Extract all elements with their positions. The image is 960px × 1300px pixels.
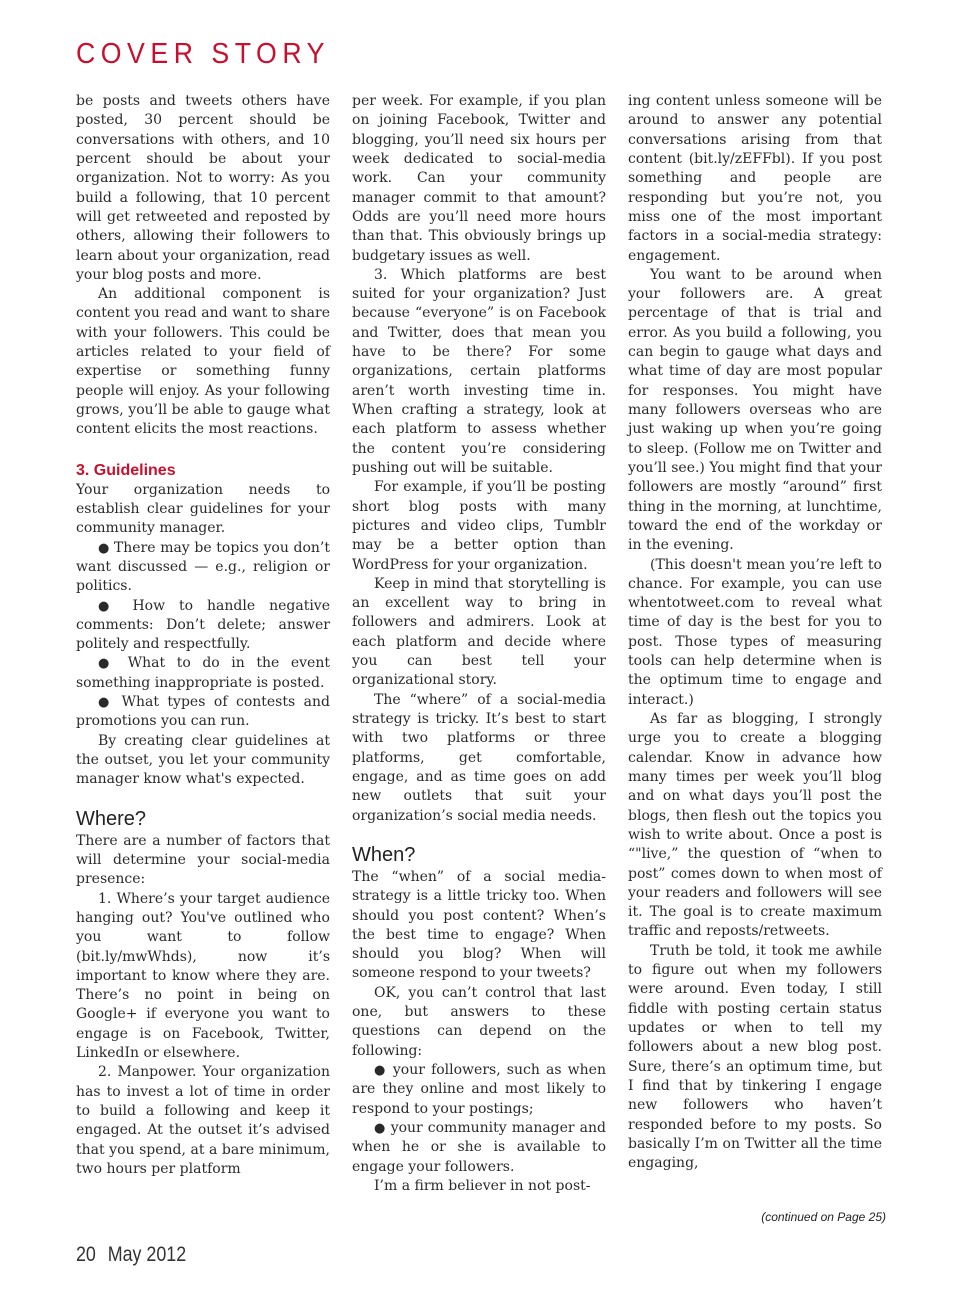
paragraph: Truth be told, it took me awhile to figure out when my followers were around. Even today, I still fiddle with posting certain status updates or when to tell my followers about a new blog post. Sure, there’s an optimum time, but I find that by tinkering I engage new followers who haven’t responded before to my posts. So basically I’m on Twitter all the time engaging,: [628, 942, 882, 1172]
paragraph: ing content unless someone will be around to answer any potential conversations arising from that content (bit.ly/zEFFbl). If you post something and people are responding but you’re not, you miss one of the most important factors in a social-media strategy: engagement.: [628, 93, 882, 264]
paragraph: Your organization needs to establish clear guidelines for your community manager.: [76, 481, 330, 537]
heading-where: Where?: [76, 807, 147, 830]
issue-date: May 2012: [107, 1243, 187, 1266]
paragraph: An additional component is content you read and want to share with your followers. This could be articles related to your field of expertise or something funny people will enjoy. As your following grows, you’ll be able to gauge what content elicits the most reactions.: [76, 286, 330, 438]
subhead-guidelines: 3. Guidelines: [76, 461, 176, 479]
bullet-item: ● What to do in the event something inappropriate is posted.: [76, 654, 330, 693]
paragraph: I’m a firm believer in not post-: [374, 1177, 591, 1194]
article-column-1: [76, 92, 330, 1179]
paragraph: 1. Where’s your target audience hanging out? You've outlined who you want to follow (bit.ly/mwWhds), now it’s important to know where they are. There’s no point in being on Google+ if everyone you want to engage is on Facebook, Twitter, LinkedIn or elsewhere.: [76, 890, 330, 1062]
bullet-item: ● There may be topics you don’t want discussed — e.g., religion or politics.: [76, 539, 330, 597]
paragraph: There are a number of factors that will determine your social-media presence:: [76, 832, 330, 888]
article-column-2: [352, 92, 606, 1196]
paragraph: The “where” of a social-media strategy is tricky. It’s best to start with two platforms or three platforms, get comfortable, engage, and as time goes on add new outlets that suit your organization’s social media needs.: [352, 691, 606, 824]
continued-note: (continued on Page 25): [761, 1210, 886, 1224]
page-footer: [76, 1243, 186, 1267]
paragraph: 3. Which platforms are best suited for your organization? Just because “everyone” is on Facebook and Twitter, does that mean you have to be there? For some organizations, certain platforms aren’t worth investing time in. When crafting a strategy, look at each platform to assess whether the content you’re considering pushing out will be suitable.: [352, 266, 606, 476]
bullet-item: ● What types of contests and promotions you can run.: [76, 693, 330, 732]
paragraph: (This doesn't mean you’re left to chance. For example, you can use whentotweet.com to reveal what time of day is the best for you to post. Those types of measuring tools can help determine when is the optimum time to engage and interact.): [628, 556, 882, 708]
paragraph: As far as blogging, I strongly urge you to create a blogging calendar. Know in advance how many times per week you’ll blog and on what days you’ll post the blogs, then flesh out the topics you wish to write about. Once a post is “"live,” the question of “when to post” comes down to when most of your readers and followers will see it. The goal is to create maximum traffic and reposts/retweets.: [628, 711, 882, 940]
paragraph: per week. For example, if you plan on joining Facebook, Twitter and blogging, you’ll need six hours per week dedicated to social-media work. Can your community manager commit to that amount? Odds are you’ll need more hours than that. This obviously brings up budgetary issues as well.: [352, 93, 606, 264]
article-column-3: [628, 92, 882, 1174]
paragraph: Keep in mind that storytelling is an excellent way to bring in followers and admirers. Look at each platform and decide where you can best tell your organizational story.: [352, 575, 606, 689]
paragraph: be posts and tweets others have posted, 30 percent should be conversations with others, and 10 percent should be about your organization. Not to worry: As you build a following, that 10 percent will get retweeted and reposted by others, allowing their followers to learn about your organization, read your blog posts and more.: [76, 93, 330, 283]
section-label: COVER STORY: [76, 38, 330, 70]
heading-when: When?: [352, 843, 416, 866]
paragraph: 2. Manpower. Your organization has to invest a lot of time in order to build a following and keep it engaged. At the outset it’s advised that you spend, at a bare minimum, two hours per platform: [76, 1064, 330, 1177]
paragraph: For example, if you’ll be posting short blog posts with many pictures and video clips, Tumblr may be a better option than WordPress for your organization.: [352, 479, 606, 573]
paragraph: By creating clear guidelines at the outset, you let your community manager know what's expected.: [76, 732, 330, 788]
bullet-item: ● your community manager and when he or she is available to engage your followers.: [352, 1119, 606, 1177]
paragraph: You want to be around when your followers are. A great percentage of that is trial and error. As you build a following, you can begin to gauge what days and what time of day are most popular for responses. You might have many followers overseas who are just waking up when you’re going to sleep. (Follow me on Twitter and you’ll see.) You might find that your followers are mostly “around” first thing in the morning, at lunchtime, toward the end of the workday or in the evening.: [628, 266, 882, 554]
bullet-item: ● your followers, such as when are they online and most likely to respond to your postings;: [352, 1061, 606, 1119]
page-number: 20: [76, 1243, 96, 1266]
paragraph: OK, you can’t control that last one, but answers to these questions can depend on the following:: [352, 984, 606, 1059]
paragraph: The “when” of a social media-strategy is a little tricky too. When should you post content? When’s the best time to engage? When should you blog? When will someone respond to your tweets?: [352, 868, 606, 982]
bullet-item: ● How to handle negative comments: Don’t delete; answer politely and respectfully.: [76, 597, 330, 655]
